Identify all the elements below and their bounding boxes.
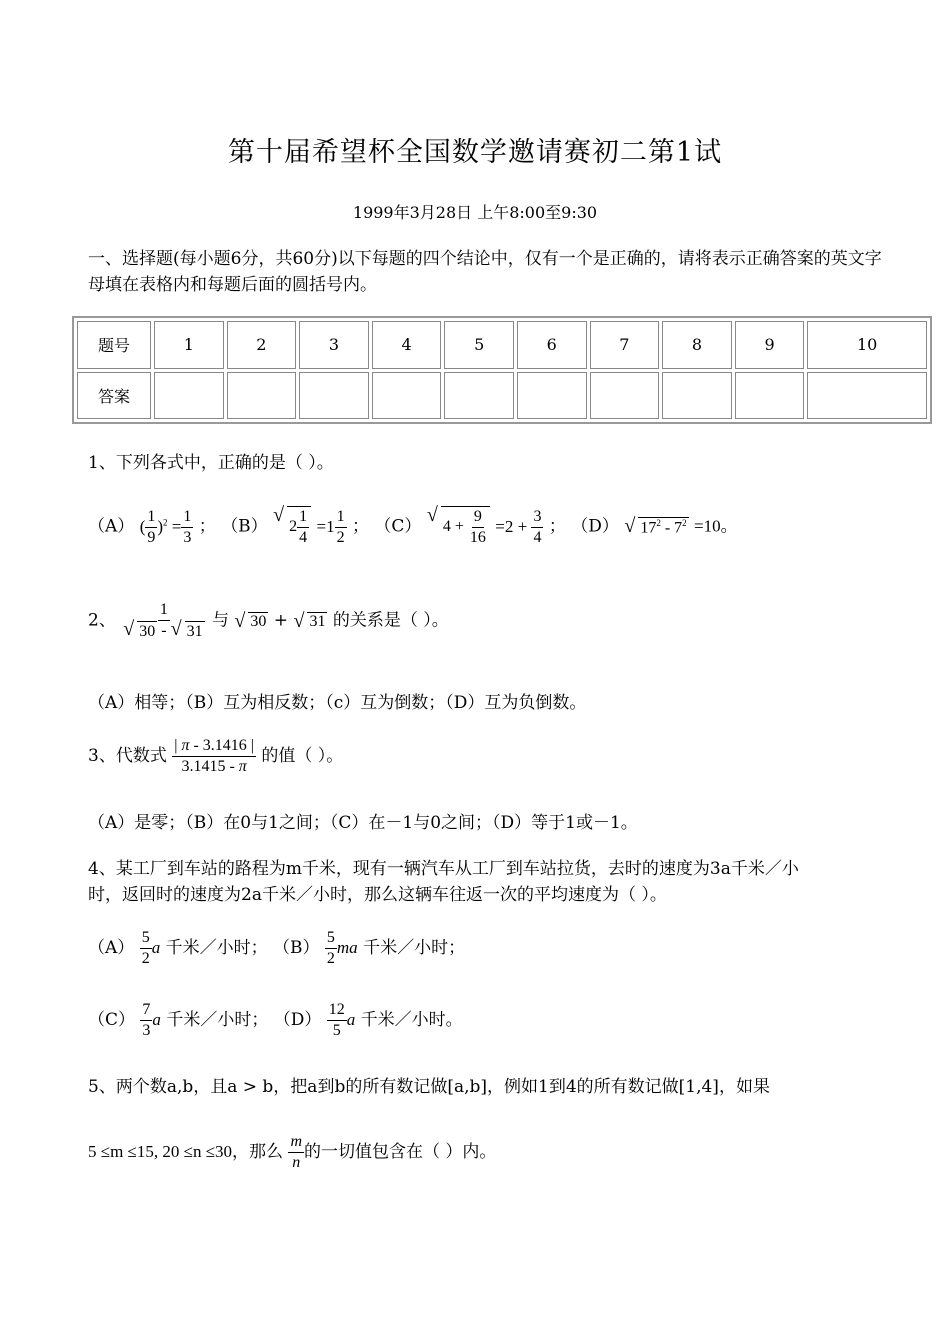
answer-cell[interactable] [590, 372, 660, 420]
table-cell: 题号 [77, 321, 151, 369]
table-cell: 3 [299, 321, 369, 369]
formula-b: √ 2 $\frac{1}{4}$ [273, 506, 311, 548]
question-3-options: （A）是零；（B）在0与1之间；（C）在－1与0之间；（D）等于1或－1。 [88, 813, 638, 833]
formula-q2-fraction: 1 √ 30 - √ 31 [123, 601, 203, 640]
table-cell: 7 [590, 321, 660, 369]
table-cell: 答案 [77, 372, 151, 420]
question-1-stem: 1、下列各式中，正确的是（ ）。 [88, 453, 334, 473]
formula-c: √ 4 + $\frac{9}{16}$ [427, 506, 490, 548]
formula-q2-sum: √ 30 [234, 609, 267, 632]
table-cell: 8 [662, 321, 732, 369]
answer-cell[interactable] [372, 372, 442, 420]
table-cell: 4 [372, 321, 442, 369]
table-cell: 9 [735, 321, 805, 369]
exam-date: 1999年3月28日 上午8:00至9:30 [352, 203, 598, 222]
question-3-stem: 3、代数式 $\frac{| \pi - 3.1416 |}{3.1415 - \pi}$ 的值（ ）。 [88, 737, 344, 775]
formula-q3: $\frac{| \pi - 3.1416 |}{3.1415 - \pi}$ [174, 737, 254, 775]
question-4-line2: 时，返回时的速度为2a千米／小时，那么这辆车往返一次的平均速度为（ ）。 [88, 885, 667, 905]
question-4-options-ab: （A） $\frac{5}{2}$ a 千米／小时； （B） $\frac{5}{2}$ ma 千米／小时； [88, 929, 466, 967]
answer-cell[interactable] [444, 372, 514, 420]
option-a-label: （A） [88, 516, 135, 537]
table-cell: 2 [227, 321, 297, 369]
answer-cell[interactable] [227, 372, 297, 420]
page-title: 第十届希望杯全国数学邀请赛初二第1试 [227, 137, 723, 168]
table-cell: 5 [444, 321, 514, 369]
table-cell: 6 [517, 321, 587, 369]
question-4-options-cd: （C） $\frac{7}{3}$ a 千米／小时； （D） $\frac{12}{5}$ a 千米／小时。 [88, 1001, 463, 1039]
formula-a: ( $\frac{1}{9}$ )$^2$ = $\frac{1}{3}$ [139, 508, 192, 547]
table-cell: 10 [807, 321, 927, 369]
answer-cell[interactable] [154, 372, 224, 420]
question-5-line1: 5、两个数a,b，且a > b，把a到b的所有数记做[a,b]，例如1到4的所有数记做[1,4]，如果 [88, 1077, 770, 1097]
answer-table [72, 316, 932, 424]
answer-cell[interactable] [807, 372, 927, 420]
table-cell: 1 [154, 321, 224, 369]
question-5-line2: 5 ≤m ≤15, 20 ≤n ≤30，那么 $\frac{m}{n}$ 的一切值包含在（ ）内。 [88, 1133, 497, 1171]
question-2-options: （A）相等；（B）互为相反数；（c）互为倒数；（D）互为负倒数。 [88, 693, 587, 713]
option-c-label: （C） [374, 516, 422, 537]
section-intro: 一、选择题(每小题6分，共60分)以下每题的四个结论中，仅有一个是正确的，请将表示正确答案的英文字母填在表格内和每题后面的圆括号内。 [88, 249, 882, 295]
answer-cell[interactable] [299, 372, 369, 420]
question-1-options: （A） ( $\frac{1}{9}$ )$^2$ = $\frac{1}{3}$ ； （B） √ 2 $\frac{1}{4}$ =1 $\frac{1}{2}$ ； （C） √ 4 + $\frac{9}{16}$ =2 + $\frac{3}{4}$ ； （D） √ $17^2 - 7^2 =10$。 [88, 504, 738, 547]
answer-cell[interactable] [662, 372, 732, 420]
question-2-stem: 2、 1 √ 30 - √ 31 与 √ 30 + √ 31 的关系是（ ）。 [88, 601, 449, 640]
option-b-label: （B） [221, 516, 268, 537]
table-row [77, 372, 927, 420]
formula-d: √ $17^2 - 7^2$ [624, 514, 687, 537]
question-4-line1: 4、某工厂到车站的路程为m千米，现有一辆汽车从工厂到车站拉货，去时的速度为3a千米／小 [88, 859, 799, 879]
option-d-label: （D） [571, 516, 619, 537]
answer-cell[interactable] [517, 372, 587, 420]
table-row [77, 321, 927, 369]
answer-cell[interactable] [735, 372, 805, 420]
